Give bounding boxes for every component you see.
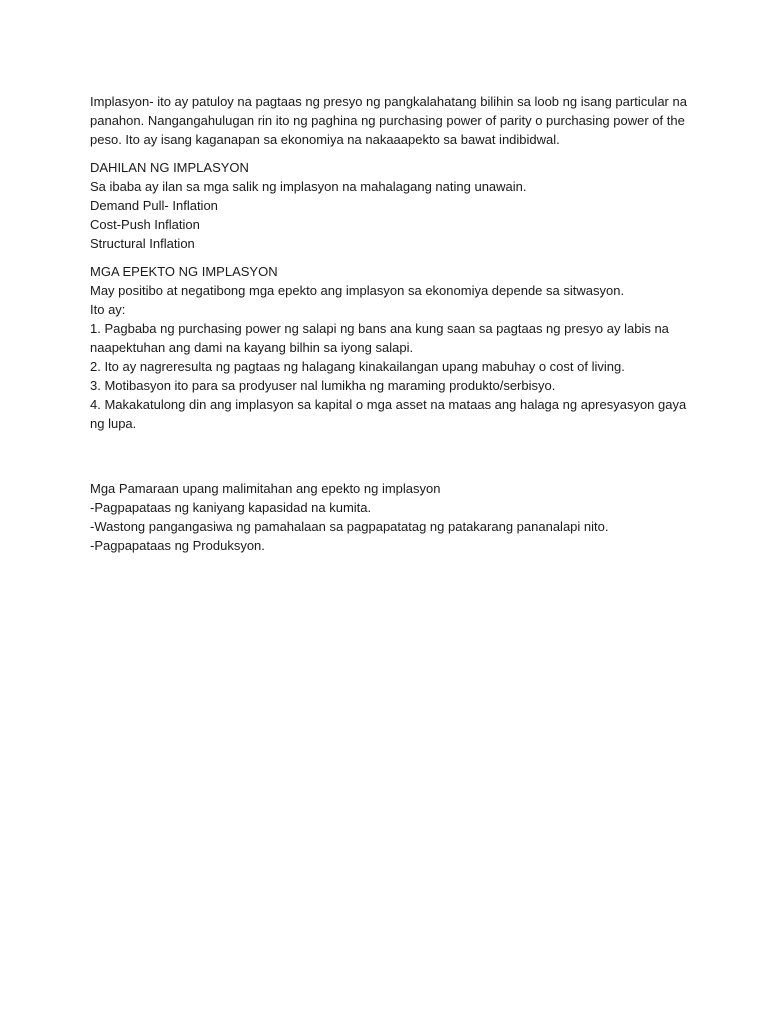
causes-item: Demand Pull- Inflation	[90, 198, 218, 213]
remedies-heading: Mga Pamaraan upang malimitahan ang epekto ng implasyon	[90, 481, 441, 496]
causes-heading: DAHILAN NG IMPLASYON	[90, 160, 249, 175]
blank-gap	[90, 442, 690, 479]
causes-item: Cost-Push Inflation	[90, 217, 200, 232]
document-page	[90, 92, 690, 564]
remedies-section	[90, 479, 690, 555]
remedies-item: -Pagpapataas ng kaniyang kapasidad na kumita.	[90, 500, 372, 515]
effects-section	[90, 262, 690, 433]
causes-intro: Sa ibaba ay ilan sa mga salik ng implasyon na mahalagang nating unawain.	[90, 179, 527, 194]
effects-lead: Ito ay:	[90, 302, 126, 317]
causes-section	[90, 158, 690, 253]
effects-heading: MGA EPEKTO NG IMPLASYON	[90, 264, 278, 279]
causes-item: Structural Inflation	[90, 236, 195, 251]
effects-item: 2. Ito ay nagreresulta ng pagtaas ng halagang kinakailangan upang mabuhay o cost of living.	[90, 359, 625, 374]
effects-intro: May positibo at negatibong mga epekto ang implasyon sa ekonomiya depende sa sitwasyon.	[90, 283, 625, 298]
intro-paragraph: Implasyon- ito ay patuloy na pagtaas ng presyo ng pangkalahatang bilihin sa loob ng isang particular na panahon. Nangangahulugan rin ito ng paghina ng purchasing power of parity o purchasing power of the peso. Ito ay isang kaganapan sa ekonomiya na nakaaapekto sa bawat indibidwal.	[90, 94, 687, 147]
effects-item: 3. Motibasyon ito para sa prodyuser nal lumikha ng maraming produkto/serbisyo.	[90, 378, 556, 393]
effects-item: 4. Makakatulong din ang implasyon sa kapital o mga asset na mataas ang halaga ng apresyasyon gaya ng lupa.	[90, 397, 687, 431]
remedies-item: -Pagpapataas ng Produksyon.	[90, 538, 265, 553]
effects-item: 1. Pagbaba ng purchasing power ng salapi ng bans ana kung saan sa pagtaas ng presyo ay labis na naapektuhan ang dami na kayang bilhin sa iyong salapi.	[90, 321, 669, 355]
remedies-item: -Wastong pangangasiwa ng pamahalaan sa pagpapatatag ng patakarang pananalapi nito.	[90, 519, 609, 534]
